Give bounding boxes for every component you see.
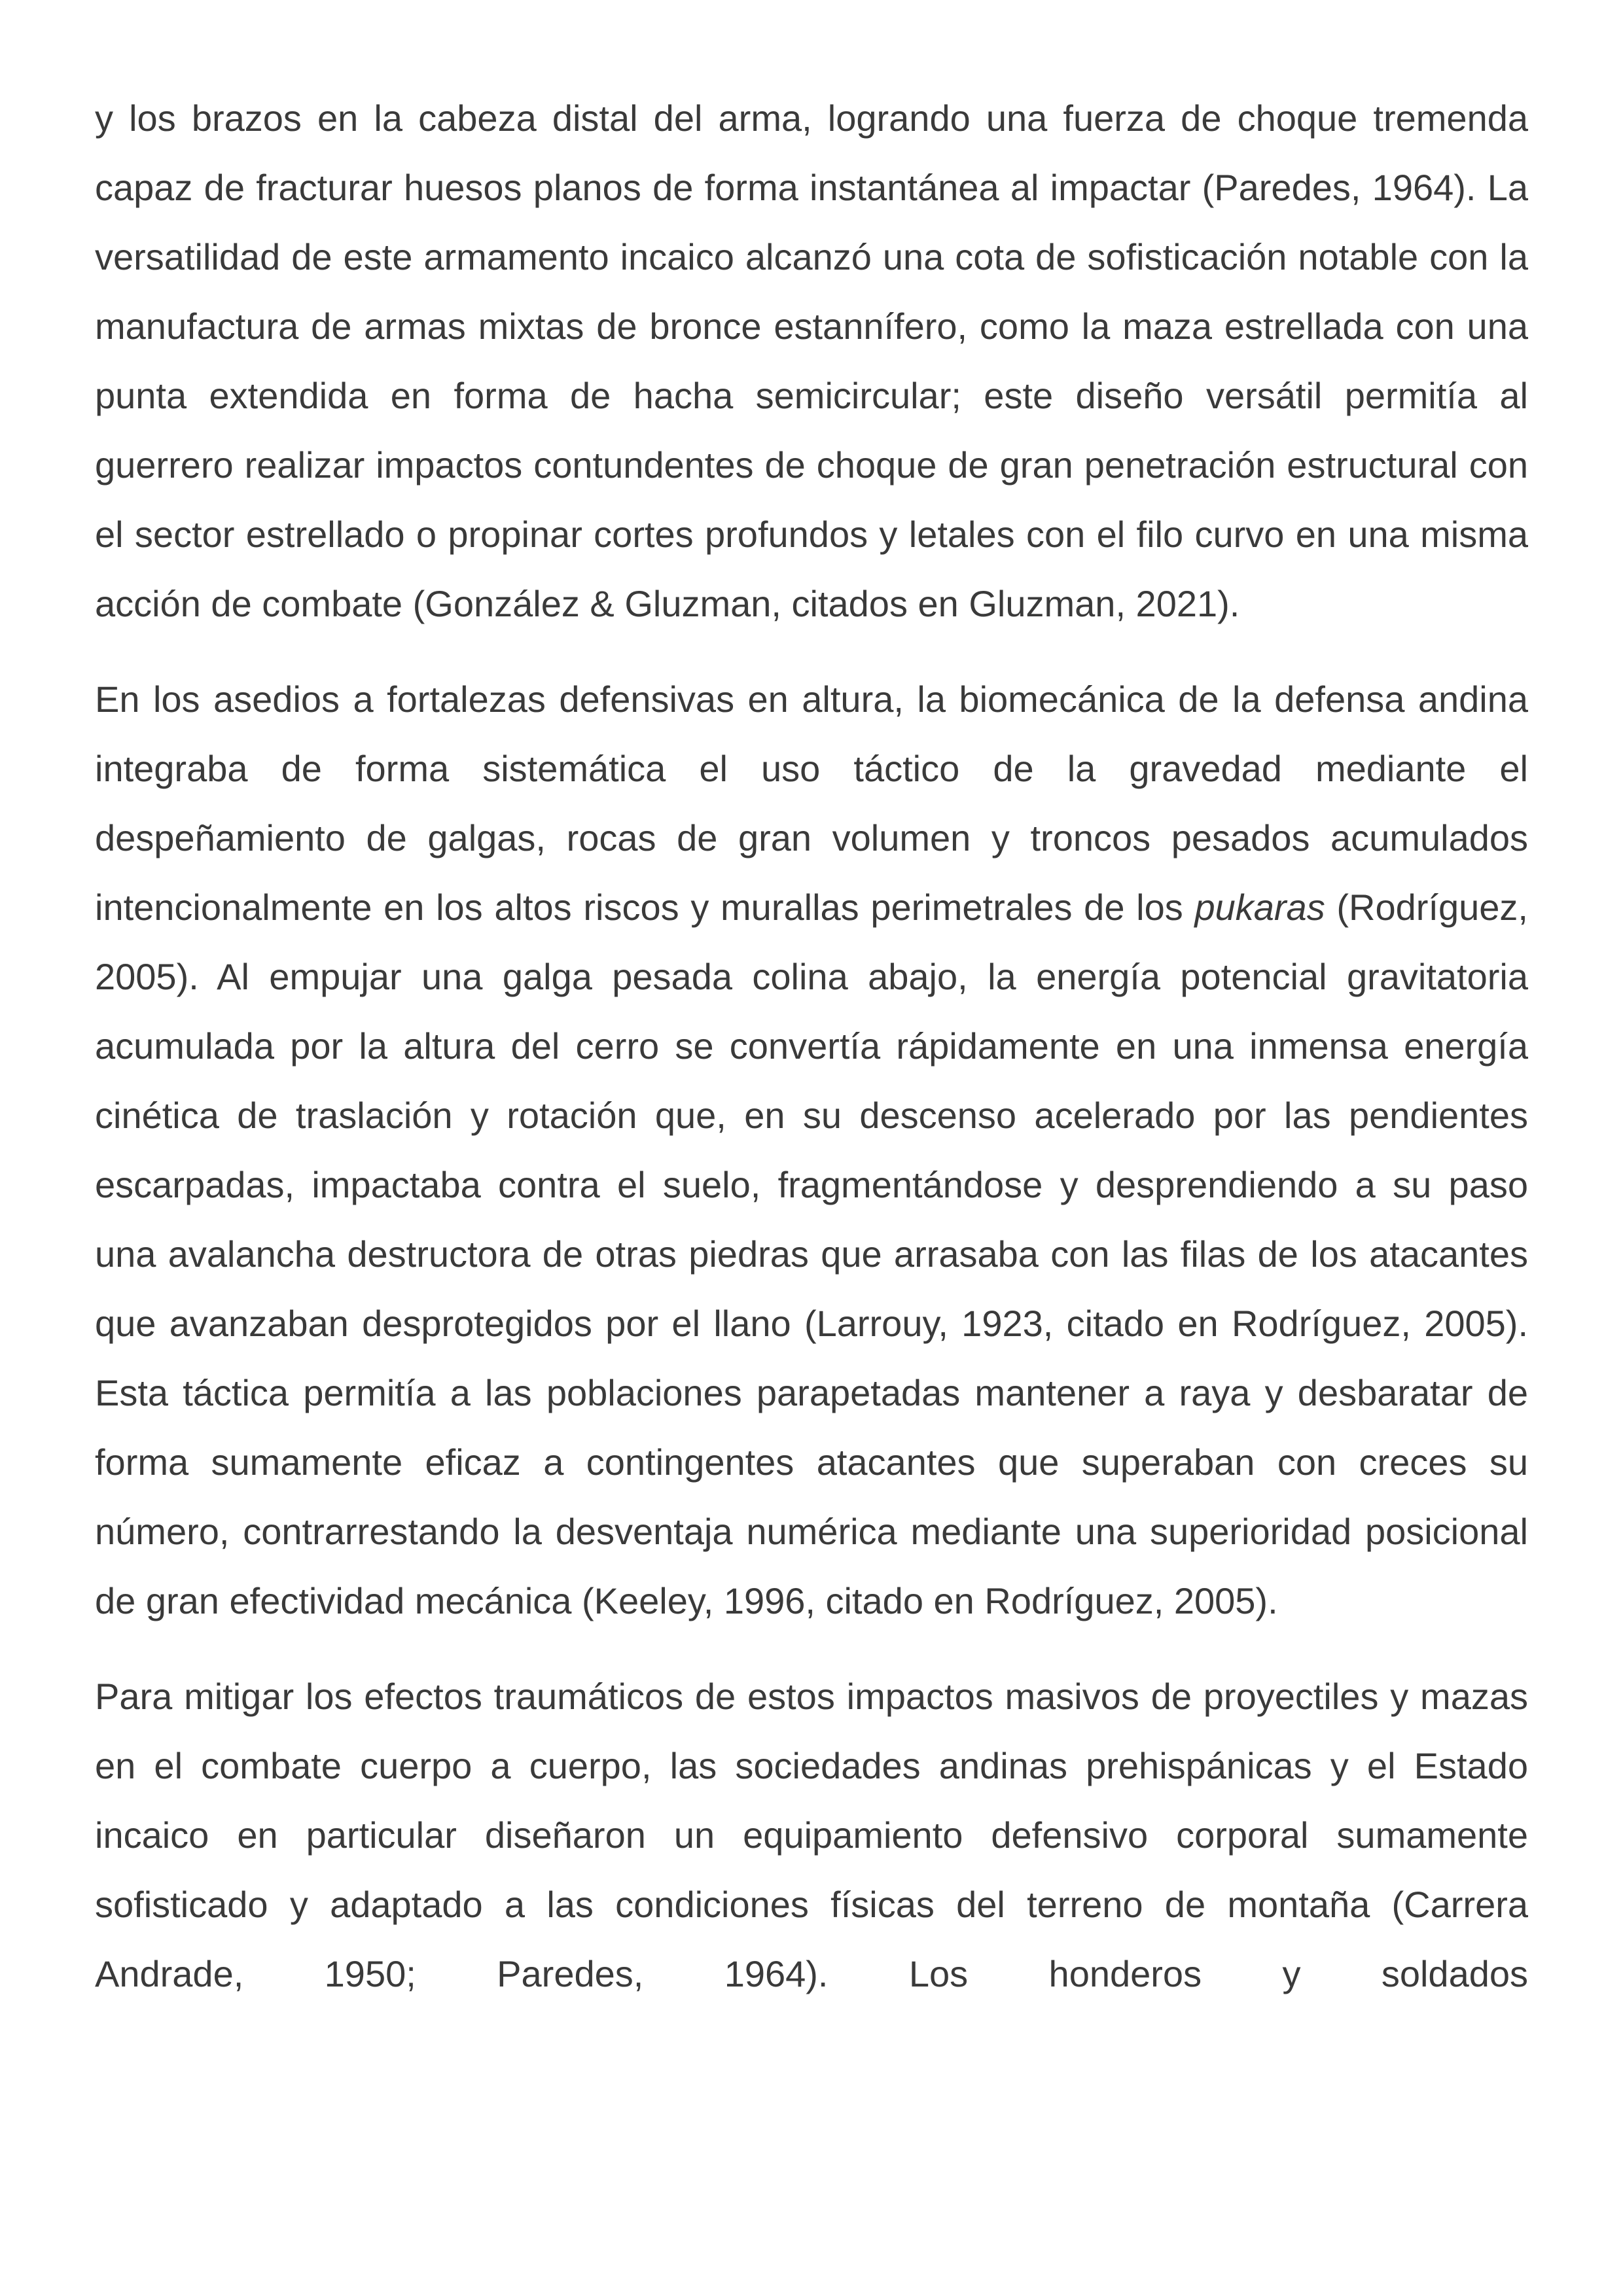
paragraph-2: [95, 665, 1528, 1636]
paragraph-2-text-before: En los asedios a fortalezas defensivas en altura, la biomecánica de la defensa andina integraba de forma sistemática el uso táctico de la gravedad mediante el despeñamiento de galgas, rocas de gran volumen y troncos pesados acumulados intencionalmente en los altos riscos y murallas perimetrales de los: [95, 679, 1528, 928]
italic-term-pukaras: pukaras: [1194, 887, 1325, 928]
body-text: [95, 84, 1528, 2009]
paragraph-3: Para mitigar los efectos traumáticos de estos impactos masivos de proyectiles y mazas en el combate cuerpo a cuerpo, las sociedades andinas prehispánicas y el Estado incaico en particular diseñaron un equipamiento defensivo corporal sumamente sofisticado y adaptado a las condiciones físicas del terreno de montaña (Carrera Andrade, 1950; Paredes, 1964). Los honderos y soldados: [95, 1676, 1528, 1994]
paragraph-1: y los brazos en la cabeza distal del arma, logrando una fuerza de choque tremenda capaz de fracturar huesos planos de forma instantánea al impactar (Paredes, 1964). La versatilidad de este armamento incaico alcanzó una cota de sofisticación notable con la manufactura de armas mixtas de bronce estannífero, como la maza estrellada con una punta extendida en forma de hacha semicircular; este diseño versátil permitía al guerrero realizar impactos contundentes de choque de gran penetración estructural con el sector estrellado o propinar cortes profundos y letales con el filo curvo en una misma acción de combate (González & Gluzman, citados en Gluzman, 2021).: [95, 97, 1528, 624]
paragraph-2-text-after: (Rodríguez, 2005). Al empujar una galga pesada colina abajo, la energía potencial gravitatoria acumulada por la altura del cerro se convertía rápidamente en una inmensa energía cinética de traslación y rotación que, en su descenso acelerado por las pendientes escarpadas, impactaba contra el suelo, fragmentándose y desprendiendo a su paso una avalancha destructora de otras piedras que arrasaba con las filas de los atacantes que avanzaban desprotegidos por el llano (Larrouy, 1923, citado en Rodríguez, 2005). Esta táctica permitía a las poblaciones parapetadas mantener a raya y desbaratar de forma sumamente eficaz a contingentes atacantes que superaban con creces su número, contrarrestando la desventaja numérica mediante una superioridad posicional de gran efectividad mecánica (Keeley, 1996, citado en Rodríguez, 2005).: [95, 887, 1528, 1621]
